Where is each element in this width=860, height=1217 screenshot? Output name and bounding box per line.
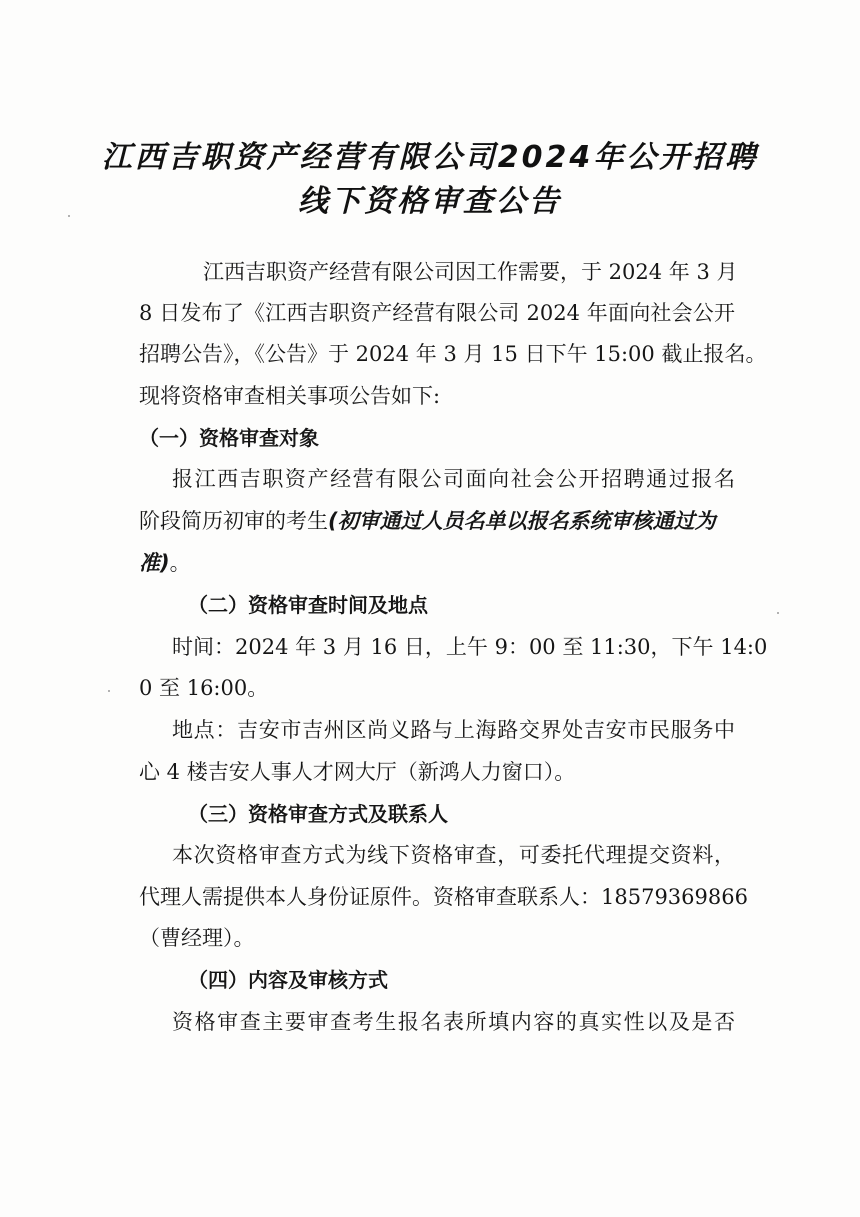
section-2-line: 时间：2024 年 3 月 16 日，上午 9：00 至 11:30，下午 14:0: [172, 635, 768, 659]
section-1-line: 阶段简历初审的考生(初审通过人员名单以报名系统审核通过为: [139, 509, 716, 533]
section-2-line: 心 4 楼吉安人事人才网大厅（新鸿人力窗口）。: [139, 760, 576, 784]
section-4-line: 资格审查主要审查考生报名表所填内容的真实性以及是否: [172, 1010, 735, 1034]
intro-line: 江西吉职资产经营有限公司因工作需要，于 2024 年 3 月: [203, 260, 738, 284]
title-line-1: 江西吉职资产经营有限公司2024年公开招聘: [101, 140, 759, 175]
intro-line: 现将资格审查相关事项公告如下:: [139, 384, 441, 408]
scan-speck: [777, 612, 779, 614]
section-1-emphasis: (初审通过人员名单以报名系统审核通过为: [328, 509, 716, 533]
section-3-line: 代理人需提供本人身份证原件。资格审查联系人：18579369866: [139, 885, 748, 909]
scan-speck: [68, 215, 70, 217]
section-4-heading: （四）内容及审核方式: [188, 968, 388, 992]
title-line-2: 线下资格审查公告: [298, 184, 562, 219]
section-1-line: 报江西吉职资产经营有限公司面向社会公开招聘通过报名: [172, 467, 735, 491]
section-1-emphasis-end: 准): [139, 551, 170, 575]
section-2-heading: （二）资格审查时间及地点: [188, 593, 428, 617]
intro-line: 8 日发布了《江西吉职资产经营有限公司 2024 年面向社会公开: [139, 301, 735, 325]
scan-speck: [108, 690, 110, 692]
section-1-heading: （一）资格审查对象: [139, 426, 319, 450]
section-2-line: 0 至 16:00。: [139, 676, 269, 700]
intro-line: 招聘公告》，《公告》于 2024 年 3 月 15 日下午 15:00 截止报名。: [139, 342, 767, 366]
section-2-line: 地点：吉安市吉州区尚义路与上海路交界处吉安市民服务中: [172, 718, 735, 742]
section-3-heading: （三）资格审查方式及联系人: [188, 802, 448, 826]
section-1-line: 准)。: [139, 551, 191, 575]
section-3-line: 本次资格审查方式为线下资格审查，可委托代理提交资料，: [172, 843, 735, 867]
section-3-line: （曹经理）。: [139, 926, 255, 950]
